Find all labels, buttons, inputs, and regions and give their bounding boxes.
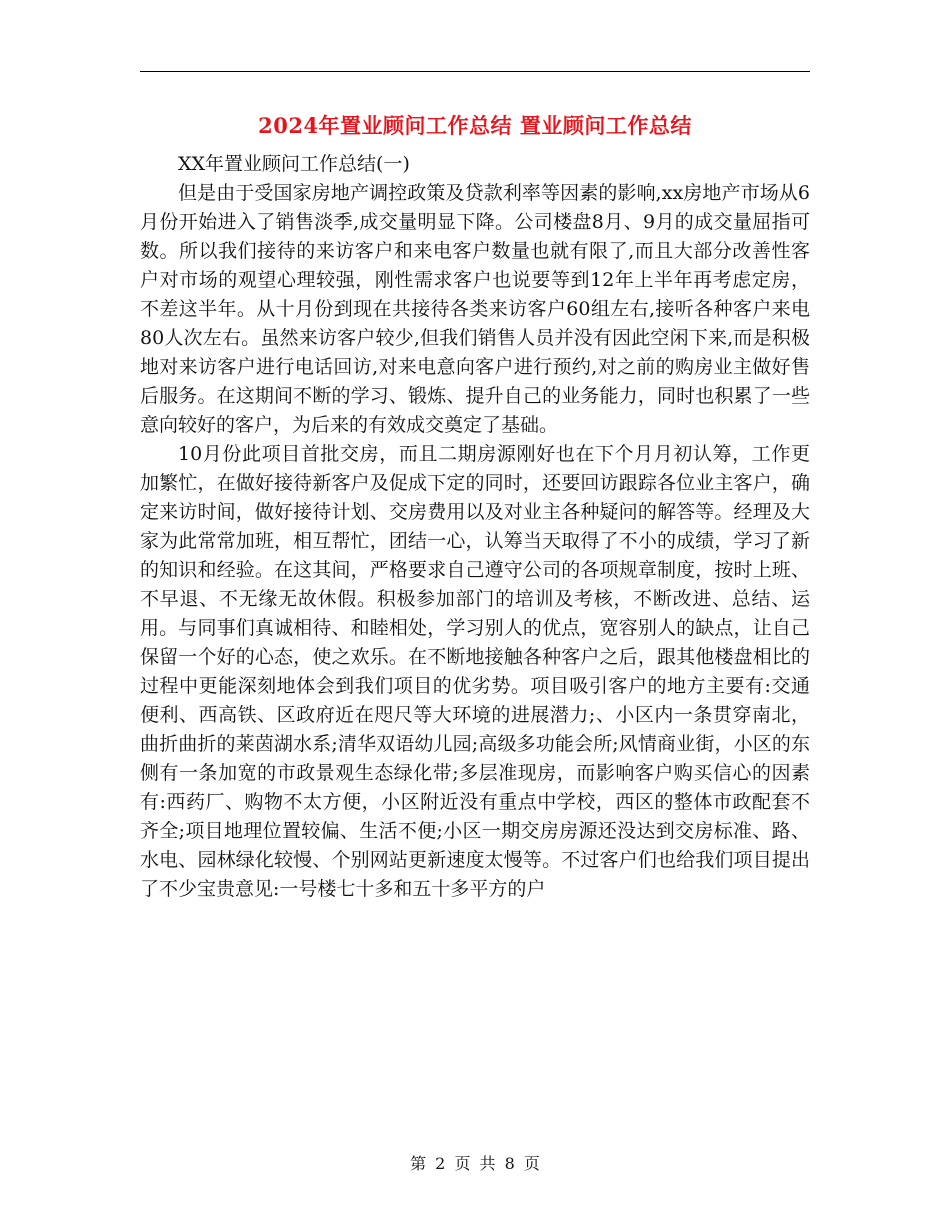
body-paragraph: 10月份此项目首批交房，而且二期房源刚好也在下个月月初认筹，工作更加繁忙，在做好接待新客户及促成下定的同时，还要回访跟踪各位业主客户，确定来访时间，做好接待计划、交房费用以及对业主各种疑问的解答等。经理及大家为此常常加班，相互帮忙，团结一心，认筹当天取得了不小的成绩，学习了新的知识和经验。在这其间，严格要求自己遵守公司的各项规章制度，按时上班、不早退、不无缘无故休假。积极参加部门的培训及考核，不断改进、总结、运用。与同事们真诚相待、和睦相处，学习别人的优点，宽容别人的缺点，让自己保留一个好的心态，使之欢乐。在不断地接触各种客户之后，跟其他楼盘相比的过程中更能深刻地体会到我们项目的优劣势。项目吸引客户的地方主要有:交通便利、西高铁、区政府近在咫尺等大环境的进展潜力;、小区内一条贯穿南北，曲折曲折的莱茵湖水系;清华双语幼儿园;高级多功能会所;风情商业街，小区的东侧有一条加宽的市政景观生态绿化带;多层准现房，而影响客户购买信心的因素有:西药厂、购物不太方便，小区附近没有重点中学校，西区的整体市政配套不齐全;项目地理位置较偏、生活不便;小区一期交房房源还没达到交房标准、路、水电、园林绿化较慢、个别网站更新速度太慢等。不过客户们也给我们项目提出了不少宝贵意见:一号楼七十多和五十多平方的户 [140, 443, 810, 900]
body-paragraph: 但是由于受国家房地产调控政策及贷款利率等因素的影响,xx房地产市场从6月份开始进入了销售淡季,成交量明显下降。公司楼盘8月、9月的成交量屈指可数。所以我们接待的来访客户和来电客户数量也就有限了,而且大部分改善性客户对市场的观望心理较强，刚性需求客户也说要等到12年上半年再考虑定房，不差这半年。从十月份到现在共接待各类来访客户60组左右,接听各种客户来电80人次左右。虽然来访客户较少,但我们销售人员并没有因此空闲下来,而是积极地对来访客户进行电话回访,对来电意向客户进行预约,对之前的购房业主做好售后服务。在这期间不断的学习、锻炼、提升自己的业务能力，同时也积累了一些意向较好的客户，为后来的有效成交奠定了基础。 [140, 182, 810, 436]
document-title: 2024年置业顾问工作总结 置业顾问工作总结 [258, 113, 692, 138]
header-rule [140, 71, 810, 72]
page-number: 第 2 页 共 8 页 [410, 1154, 540, 1173]
section-heading: XX年置业顾问工作总结(一) [178, 153, 410, 175]
document-body [140, 150, 810, 904]
